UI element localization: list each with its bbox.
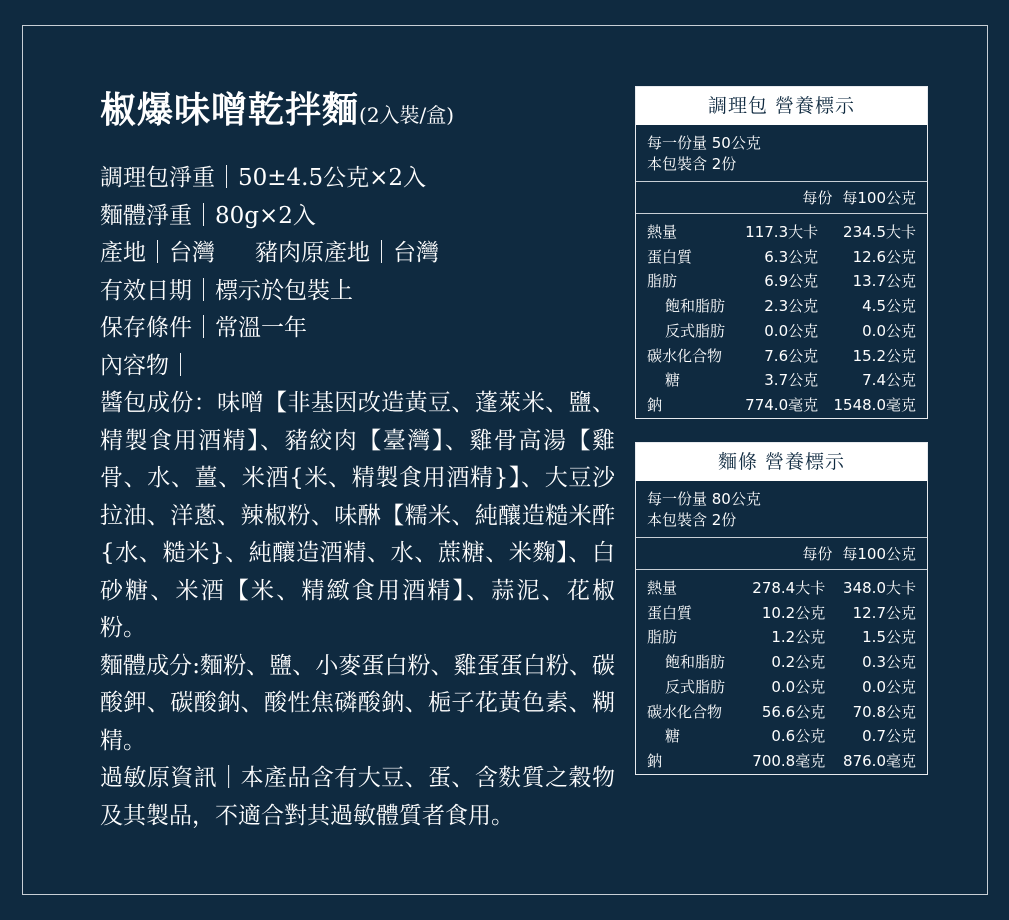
nutrition-rows xyxy=(636,576,927,774)
per-100g-value: 1.5公克 xyxy=(862,628,916,647)
pork-origin: 豬肉原產地｜台灣 xyxy=(255,240,439,266)
storage-condition: 保存條件｜常溫一年 xyxy=(100,315,307,341)
nutrition-row xyxy=(636,576,927,601)
nutrition-row xyxy=(636,675,927,700)
noodle-nutrition-panel xyxy=(635,442,928,775)
per-serving-value: 3.7公克 xyxy=(764,371,819,390)
sauce-net-weight: 調理包淨重｜50±4.5公克×2入 xyxy=(100,165,427,191)
nutrient-name: 反式脂肪 xyxy=(665,321,726,340)
nutrition-row xyxy=(636,650,927,675)
panel-title: 調理包 營養標示 xyxy=(636,87,927,125)
nutrition-row xyxy=(636,700,927,725)
per-serving-value: 6.3公克 xyxy=(764,247,819,266)
serving-size: 每一份量 80公克 xyxy=(647,490,761,508)
nutrition-row xyxy=(636,625,927,650)
per-serving-value: 278.4大卡 xyxy=(752,579,826,597)
per-100g-value: 70.8公克 xyxy=(852,702,916,721)
servings-per-pack: 本包裝含 2份 xyxy=(647,155,737,173)
per-100g-value: 15.2公克 xyxy=(852,346,916,365)
nutrient-name: 飽和脂肪 xyxy=(665,653,726,672)
expiry-date: 有效日期｜標示於包裝上 xyxy=(100,277,353,304)
nutrient-name: 飽和脂肪 xyxy=(665,297,726,316)
per-100g-header: 每100公克 xyxy=(842,545,916,563)
per-100g-header: 每100公克 xyxy=(842,189,916,207)
column-header xyxy=(636,182,927,214)
per-100g-value: 13.7公克 xyxy=(852,272,916,291)
per-serving-value: 0.0公克 xyxy=(771,677,826,696)
per-serving-value: 6.9公克 xyxy=(764,272,819,291)
per-100g-value: 0.0公克 xyxy=(862,677,916,696)
per-serving-value: 2.3公克 xyxy=(764,297,819,316)
nutrient-name: 碳水化合物 xyxy=(647,702,723,721)
nutrition-row xyxy=(636,724,927,749)
nutrient-name: 蛋白質 xyxy=(647,603,693,622)
nutrient-name: 反式脂肪 xyxy=(665,677,726,696)
per-serving-value: 700.8毫克 xyxy=(752,751,826,770)
panel-title: 麵條 營養標示 xyxy=(636,443,927,481)
nutrition-table xyxy=(636,220,927,418)
column-header xyxy=(636,538,927,570)
product-title xyxy=(100,82,454,143)
noodle-net-weight: 麵體淨重｜80g×2入 xyxy=(100,202,316,229)
per-serving-value: 117.3大卡 xyxy=(745,223,819,241)
per-serving-value: 0.6公克 xyxy=(771,727,826,746)
per-100g-value: 7.4公克 xyxy=(862,371,916,390)
per-serving-header: 每份 xyxy=(802,545,833,563)
per-100g-value: 0.3公克 xyxy=(862,653,916,672)
per-100g-value: 876.0毫克 xyxy=(843,751,916,770)
nutrient-name: 蛋白質 xyxy=(647,247,693,266)
product-info-list xyxy=(100,160,615,835)
nutrition-row xyxy=(636,344,927,369)
nutrient-name: 熱量 xyxy=(647,579,678,597)
sauce-ingredients: 醬包成份：味噌【非基因改造黃豆、蓬萊米、鹽、精製食用酒精】、豬絞肉【臺灣】、雞骨高湯【雞骨、水、薑、米酒{米、精製食用酒精}】、大豆沙拉油、洋蔥、辣椒粉、味醂【糯米、純釀造糙米酢{水、糙米}、純釀造酒精、水、蔗糖、米麴】、白砂糖、米酒【米、精緻食用酒精】、蒜泥、花椒粉。 xyxy=(100,390,615,641)
per-serving-value: 7.6公克 xyxy=(764,346,819,365)
nutrition-row xyxy=(636,245,927,270)
serving-info xyxy=(636,125,927,182)
per-serving-value: 56.6公克 xyxy=(761,702,826,721)
contents-label: 內容物｜ xyxy=(100,352,192,379)
nutrition-row xyxy=(636,319,927,344)
serving-size: 每一份量 50公克 xyxy=(647,134,761,152)
per-100g-value: 0.0公克 xyxy=(862,321,916,340)
product-name: 椒爆味噌乾拌麵 xyxy=(100,89,360,131)
nutrient-name: 鈉 xyxy=(647,751,663,770)
nutrient-name: 糖 xyxy=(665,371,681,390)
nutrition-rows xyxy=(636,220,927,418)
per-100g-value: 12.6公克 xyxy=(852,247,916,266)
nutrition-row xyxy=(636,749,927,774)
nutrition-table xyxy=(636,576,927,774)
serving-info xyxy=(636,481,927,538)
per-100g-value: 1548.0毫克 xyxy=(833,395,916,414)
allergen-info: 過敏原資訊｜本產品含有大豆、蛋、含麩質之穀物及其製品，不適合對其過敏體質者食用。 xyxy=(100,765,615,829)
per-serving-value: 1.2公克 xyxy=(771,628,826,647)
per-serving-value: 0.0公克 xyxy=(764,321,819,340)
servings-per-pack: 本包裝含 2份 xyxy=(647,511,737,529)
per-serving-header: 每份 xyxy=(802,189,833,207)
product-pack-size: (2入裝/盒) xyxy=(359,103,455,127)
nutrition-row xyxy=(636,393,927,418)
nutrition-row xyxy=(636,601,927,626)
nutrition-row xyxy=(636,368,927,393)
nutrient-name: 脂肪 xyxy=(647,628,678,647)
nutrient-name: 鈉 xyxy=(647,395,663,414)
nutrient-name: 糖 xyxy=(665,727,681,746)
per-100g-value: 0.7公克 xyxy=(862,727,916,746)
per-100g-value: 12.7公克 xyxy=(852,603,916,622)
origin: 產地｜台灣 xyxy=(100,240,215,266)
per-serving-value: 774.0毫克 xyxy=(745,395,819,414)
per-100g-value: 4.5公克 xyxy=(862,297,916,316)
per-100g-value: 348.0大卡 xyxy=(843,579,916,597)
nutrition-row xyxy=(636,294,927,319)
per-serving-value: 10.2公克 xyxy=(761,603,826,622)
nutrient-name: 熱量 xyxy=(647,223,678,241)
nutrient-name: 碳水化合物 xyxy=(647,346,723,365)
nutrient-name: 脂肪 xyxy=(647,272,678,291)
per-100g-value: 234.5大卡 xyxy=(843,223,916,241)
sauce-nutrition-panel xyxy=(635,86,928,419)
nutrition-row xyxy=(636,220,927,245)
origin-line xyxy=(100,235,615,273)
noodle-ingredients: 麵體成分:麵粉、鹽、小麥蛋白粉、雞蛋蛋白粉、碳酸鉀、碳酸鈉、酸性焦磷酸鈉、梔子花黃色素、糊精。 xyxy=(100,652,615,754)
nutrition-row xyxy=(636,269,927,294)
per-serving-value: 0.2公克 xyxy=(771,653,826,672)
